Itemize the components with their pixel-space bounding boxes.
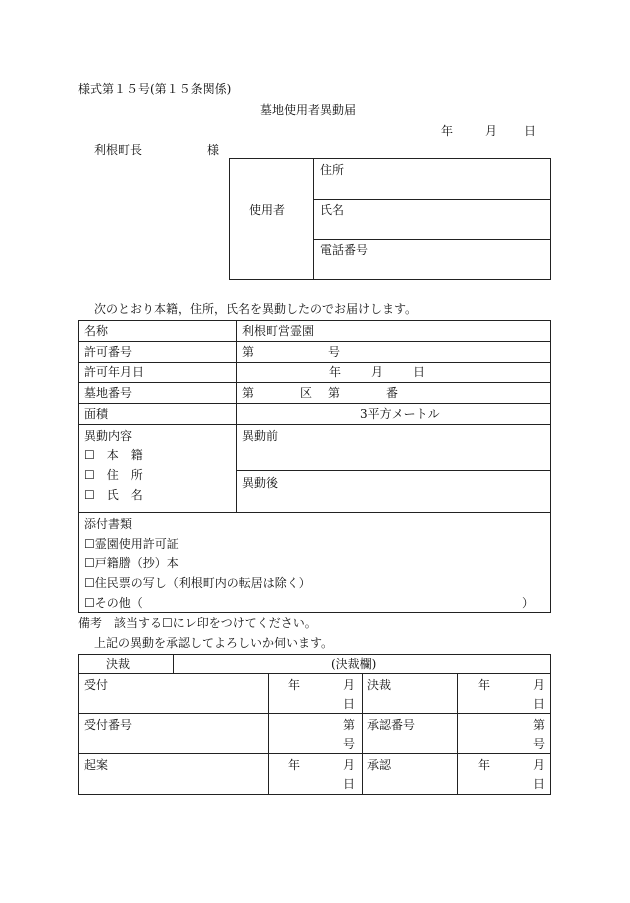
approval-label: 承認 [367, 758, 392, 772]
approval-year: 年 [478, 758, 491, 772]
area-label: 面積 [84, 407, 109, 421]
permit-number-suffix: 号 [328, 345, 341, 359]
addressee: 利根町長 [94, 143, 143, 157]
change-option-address[interactable]: ☐ 住 所 [84, 468, 143, 482]
decision-year: 年 [478, 678, 491, 692]
permit-date-month: 月 [371, 365, 384, 379]
permit-date-day: 日 [413, 365, 426, 379]
approval-day: 日 [533, 777, 546, 791]
change-option-domicile[interactable]: ☐ 本 籍 [84, 448, 143, 462]
decision-label: 決裁 [367, 678, 392, 692]
after-change-label: 異動後 [242, 476, 279, 490]
approval-number-suffix: 号 [533, 737, 546, 751]
attachments-label: 添付書類 [84, 517, 133, 531]
plot-number-label: 墓地番号 [84, 386, 133, 400]
document-title: 墓地使用者異動届 [260, 103, 357, 117]
approval-request-text: 上記の異動を承認してよろしいか伺います。 [94, 636, 334, 650]
receipt-month: 月 [343, 678, 356, 692]
attachment-other[interactable]: ☐その他（ [84, 596, 143, 610]
name-label: 名称 [84, 324, 109, 338]
decision-header-label: 決裁 [106, 657, 131, 671]
decision-day: 日 [533, 697, 546, 711]
decision-month: 月 [533, 678, 546, 692]
plot-number-prefix-2: 第 [328, 386, 341, 400]
form-number: 様式第１５号(第１５条関係) [78, 82, 232, 96]
before-change-label: 異動前 [242, 429, 279, 443]
attachment-resident-record[interactable]: ☐住民票の写し（利根町内の転居は除く） [84, 576, 311, 590]
receipt-number-label: 受付番号 [84, 718, 133, 732]
applicant-label: 使用者 [249, 203, 286, 217]
permit-number-label: 許可番号 [84, 345, 133, 359]
date-day-label: 日 [524, 124, 537, 138]
change-details-label: 異動内容 [84, 429, 133, 443]
draft-year: 年 [288, 758, 301, 772]
receipt-label: 受付 [84, 678, 109, 692]
attachment-permit-certificate[interactable]: ☐霊園使用許可証 [84, 537, 179, 551]
approval-number-label: 承認番号 [367, 718, 416, 732]
date-month-label: 月 [485, 124, 498, 138]
applicant-phone-label: 電話番号 [320, 243, 369, 257]
draft-day: 日 [343, 777, 356, 791]
note-text: 備考 該当する☐にレ印をつけてください。 [78, 616, 317, 630]
draft-label: 起案 [84, 758, 109, 772]
receipt-number-prefix: 第 [343, 718, 356, 732]
plot-ward-label: 区 [300, 386, 313, 400]
date-year-label: 年 [441, 124, 454, 138]
change-option-name[interactable]: ☐ 氏 名 [84, 488, 143, 502]
receipt-number-suffix: 号 [343, 737, 356, 751]
receipt-year: 年 [288, 678, 301, 692]
permit-date-label: 許可年月日 [84, 365, 145, 379]
applicant-address-label: 住所 [320, 163, 345, 177]
plot-number-suffix: 番 [386, 386, 399, 400]
permit-number-prefix: 第 [242, 345, 255, 359]
permit-date-year: 年 [329, 365, 342, 379]
decision-header-field: (決裁欄) [331, 657, 377, 671]
plot-number-prefix: 第 [242, 386, 255, 400]
approval-month: 月 [533, 758, 546, 772]
addressee-honorific: 様 [207, 143, 220, 157]
name-value: 利根町営霊園 [242, 324, 315, 338]
attachment-family-register[interactable]: ☐戸籍謄（抄）本 [84, 556, 179, 570]
approval-number-prefix: 第 [533, 718, 546, 732]
draft-month: 月 [343, 758, 356, 772]
statement-text: 次のとおり本籍，住所，氏名を異動したのでお届けします。 [94, 302, 418, 316]
applicant-name-label: 氏名 [320, 203, 345, 217]
receipt-day: 日 [343, 697, 356, 711]
attachment-other-close: ） [522, 596, 535, 610]
area-value: 3平方メートル [360, 407, 440, 421]
